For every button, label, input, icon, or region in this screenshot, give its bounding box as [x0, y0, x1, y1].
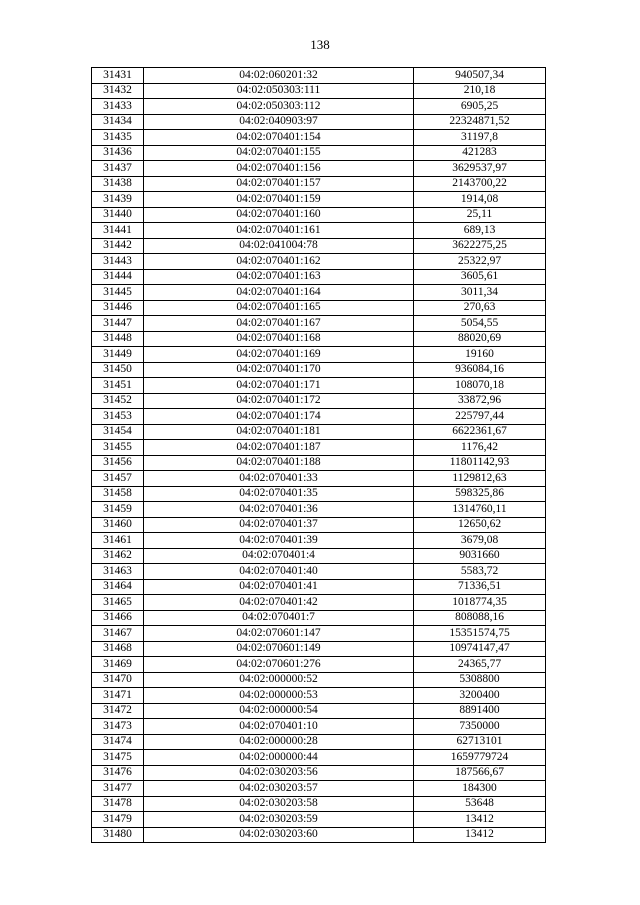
table-row	[92, 424, 546, 440]
value-cell: 421283	[414, 145, 546, 161]
cadastral-number-cell: 04:02:040903:97	[144, 114, 414, 130]
cadastral-number-cell: 04:02:070401:4	[144, 548, 414, 564]
table-row	[92, 254, 546, 270]
cadastral-number-cell: 04:02:041004:78	[144, 238, 414, 254]
value-cell: 3605,61	[414, 269, 546, 285]
cadastral-number-cell: 04:02:070401:174	[144, 409, 414, 425]
table-row	[92, 703, 546, 719]
cadastral-number-cell: 04:02:070401:165	[144, 300, 414, 316]
value-cell: 108070,18	[414, 378, 546, 394]
table-row	[92, 486, 546, 502]
table-row	[92, 378, 546, 394]
value-cell: 12650,62	[414, 517, 546, 533]
table-row	[92, 471, 546, 487]
table-row	[92, 750, 546, 766]
value-cell: 25,11	[414, 207, 546, 223]
cadastral-number-cell: 04:02:070401:35	[144, 486, 414, 502]
cadastral-number-cell: 04:02:030203:56	[144, 765, 414, 781]
table-row	[92, 688, 546, 704]
cadastral-number-cell: 04:02:000000:54	[144, 703, 414, 719]
cadastral-number-cell: 04:02:000000:53	[144, 688, 414, 704]
cadastral-number-cell: 04:02:070601:276	[144, 657, 414, 673]
table-row	[92, 316, 546, 332]
cadastral-number-cell: 04:02:070401:42	[144, 595, 414, 611]
row-number-cell: 31459	[92, 502, 144, 518]
table-row	[92, 300, 546, 316]
row-number-cell: 31462	[92, 548, 144, 564]
cadastral-number-cell: 04:02:070401:10	[144, 719, 414, 735]
table-row	[92, 440, 546, 456]
value-cell: 62713101	[414, 734, 546, 750]
value-cell: 25322,97	[414, 254, 546, 270]
value-cell: 31197,8	[414, 130, 546, 146]
row-number-cell: 31451	[92, 378, 144, 394]
value-cell: 940507,34	[414, 68, 546, 84]
table-row	[92, 672, 546, 688]
cadastral-number-cell: 04:02:070401:171	[144, 378, 414, 394]
table-row	[92, 796, 546, 812]
table-row	[92, 641, 546, 657]
row-number-cell: 31443	[92, 254, 144, 270]
row-number-cell: 31432	[92, 83, 144, 99]
cadastral-number-cell: 04:02:070401:41	[144, 579, 414, 595]
row-number-cell: 31461	[92, 533, 144, 549]
value-cell: 3679,08	[414, 533, 546, 549]
row-number-cell: 31435	[92, 130, 144, 146]
cadastral-number-cell: 04:02:030203:57	[144, 781, 414, 797]
value-cell: 598325,86	[414, 486, 546, 502]
row-number-cell: 31441	[92, 223, 144, 239]
cadastral-number-cell: 04:02:070401:187	[144, 440, 414, 456]
row-number-cell: 31448	[92, 331, 144, 347]
row-number-cell: 31431	[92, 68, 144, 84]
cadastral-number-cell: 04:02:070401:40	[144, 564, 414, 580]
value-cell: 6905,25	[414, 99, 546, 115]
row-number-cell: 31433	[92, 99, 144, 115]
table-row	[92, 409, 546, 425]
table-row	[92, 83, 546, 99]
row-number-cell: 31469	[92, 657, 144, 673]
cadastral-number-cell: 04:02:070401:170	[144, 362, 414, 378]
cadastral-number-cell: 04:02:060201:32	[144, 68, 414, 84]
cadastral-number-cell: 04:02:070401:7	[144, 610, 414, 626]
value-cell: 1914,08	[414, 192, 546, 208]
cadastral-number-cell: 04:02:030203:60	[144, 827, 414, 843]
row-number-cell: 31457	[92, 471, 144, 487]
table-row	[92, 827, 546, 843]
row-number-cell: 31477	[92, 781, 144, 797]
row-number-cell: 31476	[92, 765, 144, 781]
table-row	[92, 362, 546, 378]
cadastral-number-cell: 04:02:070401:159	[144, 192, 414, 208]
cadastral-number-cell: 04:02:000000:52	[144, 672, 414, 688]
value-cell: 1129812,63	[414, 471, 546, 487]
value-cell: 5054,55	[414, 316, 546, 332]
value-cell: 3629537,97	[414, 161, 546, 177]
row-number-cell: 31474	[92, 734, 144, 750]
table-row	[92, 548, 546, 564]
value-cell: 187566,67	[414, 765, 546, 781]
row-number-cell: 31456	[92, 455, 144, 471]
cadastral-number-cell: 04:02:050303:111	[144, 83, 414, 99]
row-number-cell: 31454	[92, 424, 144, 440]
row-number-cell: 31471	[92, 688, 144, 704]
value-cell: 7350000	[414, 719, 546, 735]
table-body	[92, 68, 546, 843]
value-cell: 10974147,47	[414, 641, 546, 657]
value-cell: 2143700,22	[414, 176, 546, 192]
table-row	[92, 161, 546, 177]
cadastral-number-cell: 04:02:050303:112	[144, 99, 414, 115]
row-number-cell: 31458	[92, 486, 144, 502]
cadastral-number-cell: 04:02:070401:188	[144, 455, 414, 471]
row-number-cell: 31463	[92, 564, 144, 580]
cadastral-number-cell: 04:02:070401:156	[144, 161, 414, 177]
value-cell: 936084,16	[414, 362, 546, 378]
cadastral-number-cell: 04:02:070401:36	[144, 502, 414, 518]
table-row	[92, 719, 546, 735]
table-row	[92, 517, 546, 533]
table-row	[92, 145, 546, 161]
table-row	[92, 579, 546, 595]
value-cell: 225797,44	[414, 409, 546, 425]
row-number-cell: 31468	[92, 641, 144, 657]
cadastral-number-cell: 04:02:070401:154	[144, 130, 414, 146]
table-row	[92, 176, 546, 192]
cadastral-number-cell: 04:02:070401:169	[144, 347, 414, 363]
value-cell: 15351574,75	[414, 626, 546, 642]
table-row	[92, 68, 546, 84]
table-row	[92, 502, 546, 518]
table-row	[92, 455, 546, 471]
row-number-cell: 31452	[92, 393, 144, 409]
value-cell: 9031660	[414, 548, 546, 564]
row-number-cell: 31450	[92, 362, 144, 378]
cadastral-value-table	[91, 67, 546, 843]
row-number-cell: 31436	[92, 145, 144, 161]
cadastral-number-cell: 04:02:070601:149	[144, 641, 414, 657]
table-row	[92, 223, 546, 239]
row-number-cell: 31439	[92, 192, 144, 208]
value-cell: 8891400	[414, 703, 546, 719]
value-cell: 808088,16	[414, 610, 546, 626]
cadastral-number-cell: 04:02:070401:160	[144, 207, 414, 223]
row-number-cell: 31437	[92, 161, 144, 177]
table-row	[92, 285, 546, 301]
row-number-cell: 31464	[92, 579, 144, 595]
row-number-cell: 31472	[92, 703, 144, 719]
value-cell: 1314760,11	[414, 502, 546, 518]
table-row	[92, 393, 546, 409]
value-cell: 88020,69	[414, 331, 546, 347]
cadastral-number-cell: 04:02:070401:33	[144, 471, 414, 487]
cadastral-number-cell: 04:02:030203:59	[144, 812, 414, 828]
table-row	[92, 812, 546, 828]
value-cell: 13412	[414, 827, 546, 843]
value-cell: 184300	[414, 781, 546, 797]
row-number-cell: 31467	[92, 626, 144, 642]
cadastral-number-cell: 04:02:070401:37	[144, 517, 414, 533]
row-number-cell: 31480	[92, 827, 144, 843]
value-cell: 3011,34	[414, 285, 546, 301]
cadastral-number-cell: 04:02:070401:162	[144, 254, 414, 270]
row-number-cell: 31453	[92, 409, 144, 425]
value-cell: 19160	[414, 347, 546, 363]
table-row	[92, 207, 546, 223]
cadastral-number-cell: 04:02:070401:172	[144, 393, 414, 409]
page-number: 138	[310, 37, 330, 52]
cadastral-number-cell: 04:02:070401:39	[144, 533, 414, 549]
table-row	[92, 192, 546, 208]
cadastral-number-cell: 04:02:000000:44	[144, 750, 414, 766]
value-cell: 6622361,67	[414, 424, 546, 440]
table-row	[92, 99, 546, 115]
cadastral-number-cell: 04:02:070401:161	[144, 223, 414, 239]
value-cell: 1659779724	[414, 750, 546, 766]
table-row	[92, 626, 546, 642]
row-number-cell: 31449	[92, 347, 144, 363]
row-number-cell: 31444	[92, 269, 144, 285]
row-number-cell: 31438	[92, 176, 144, 192]
value-cell: 13412	[414, 812, 546, 828]
row-number-cell: 31455	[92, 440, 144, 456]
cadastral-number-cell: 04:02:070401:164	[144, 285, 414, 301]
table-row	[92, 595, 546, 611]
value-cell: 22324871,52	[414, 114, 546, 130]
value-cell: 71336,51	[414, 579, 546, 595]
row-number-cell: 31475	[92, 750, 144, 766]
row-number-cell: 31460	[92, 517, 144, 533]
row-number-cell: 31470	[92, 672, 144, 688]
value-cell: 3200400	[414, 688, 546, 704]
table-row	[92, 610, 546, 626]
cadastral-number-cell: 04:02:030203:58	[144, 796, 414, 812]
cadastral-number-cell: 04:02:070401:157	[144, 176, 414, 192]
row-number-cell: 31465	[92, 595, 144, 611]
row-number-cell: 31466	[92, 610, 144, 626]
value-cell: 1018774,35	[414, 595, 546, 611]
cadastral-number-cell: 04:02:070401:163	[144, 269, 414, 285]
row-number-cell: 31442	[92, 238, 144, 254]
row-number-cell: 31473	[92, 719, 144, 735]
table-row	[92, 269, 546, 285]
value-cell: 270,63	[414, 300, 546, 316]
table-row	[92, 564, 546, 580]
row-number-cell: 31434	[92, 114, 144, 130]
value-cell: 11801142,93	[414, 455, 546, 471]
cadastral-number-cell: 04:02:000000:28	[144, 734, 414, 750]
value-cell: 1176,42	[414, 440, 546, 456]
row-number-cell: 31479	[92, 812, 144, 828]
table-row	[92, 331, 546, 347]
table-row	[92, 114, 546, 130]
cadastral-number-cell: 04:02:070401:168	[144, 331, 414, 347]
value-cell: 5308800	[414, 672, 546, 688]
value-cell: 24365,77	[414, 657, 546, 673]
row-number-cell: 31440	[92, 207, 144, 223]
value-cell: 33872,96	[414, 393, 546, 409]
table-row	[92, 130, 546, 146]
cadastral-number-cell: 04:02:070401:181	[144, 424, 414, 440]
value-cell: 210,18	[414, 83, 546, 99]
row-number-cell: 31445	[92, 285, 144, 301]
table-row	[92, 533, 546, 549]
table-row	[92, 781, 546, 797]
table-row	[92, 734, 546, 750]
row-number-cell: 31478	[92, 796, 144, 812]
value-cell: 3622275,25	[414, 238, 546, 254]
cadastral-number-cell: 04:02:070401:155	[144, 145, 414, 161]
table-row	[92, 657, 546, 673]
table-row	[92, 765, 546, 781]
row-number-cell: 31446	[92, 300, 144, 316]
value-cell: 689,13	[414, 223, 546, 239]
table-row	[92, 238, 546, 254]
cadastral-number-cell: 04:02:070401:167	[144, 316, 414, 332]
table-row	[92, 347, 546, 363]
cadastral-number-cell: 04:02:070601:147	[144, 626, 414, 642]
value-cell: 5583,72	[414, 564, 546, 580]
value-cell: 53648	[414, 796, 546, 812]
row-number-cell: 31447	[92, 316, 144, 332]
